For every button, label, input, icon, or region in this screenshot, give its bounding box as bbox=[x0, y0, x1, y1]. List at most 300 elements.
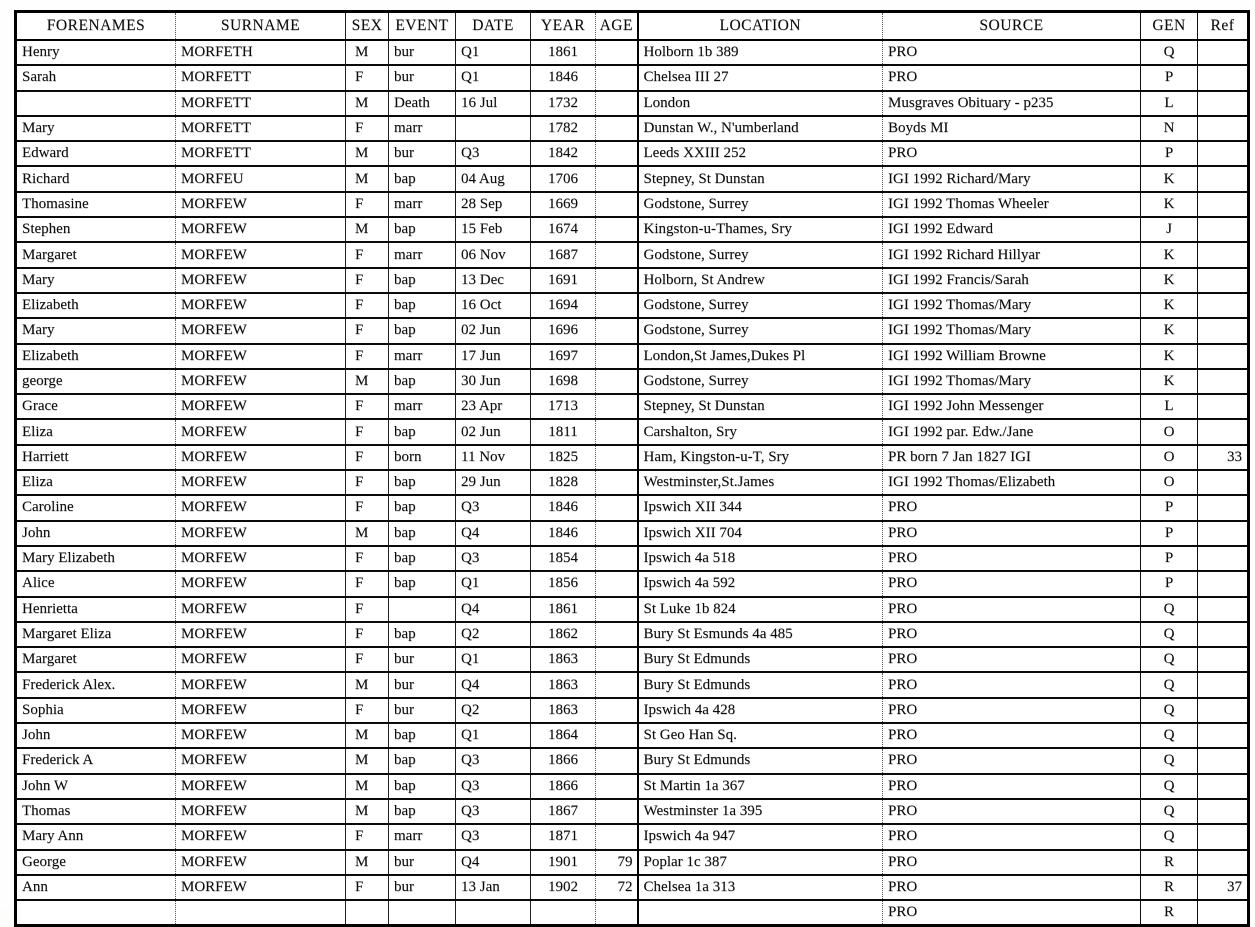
cell-location bbox=[638, 900, 883, 926]
cell-sex: M bbox=[346, 40, 389, 65]
cell-year: 1811 bbox=[531, 419, 596, 444]
cell-year: 1846 bbox=[531, 521, 596, 546]
cell-gen: Q bbox=[1141, 622, 1198, 647]
cell-source: PRO bbox=[883, 571, 1141, 596]
cell-age bbox=[596, 748, 638, 773]
cell-date: Q3 bbox=[456, 774, 531, 799]
cell-surname: MORFETT bbox=[176, 91, 346, 116]
cell-event: marr bbox=[389, 344, 456, 369]
cell-location: Ipswich XII 344 bbox=[638, 495, 883, 520]
header-date: DATE bbox=[456, 12, 531, 41]
cell-forenames: Henry bbox=[16, 40, 176, 65]
cell-gen: K bbox=[1141, 369, 1198, 394]
cell-event: bur bbox=[389, 672, 456, 697]
cell-source: PRO bbox=[883, 597, 1141, 622]
cell-surname: MORFEW bbox=[176, 546, 346, 571]
cell-surname: MORFEW bbox=[176, 521, 346, 546]
cell-location: Stepney, St Dunstan bbox=[638, 394, 883, 419]
cell-event: bap bbox=[389, 369, 456, 394]
cell-age bbox=[596, 824, 638, 849]
cell-forenames: George bbox=[16, 850, 176, 875]
table-row bbox=[16, 521, 1249, 546]
cell-forenames: Eliza bbox=[16, 470, 176, 495]
cell-sex: M bbox=[346, 850, 389, 875]
cell-location: Ipswich XII 704 bbox=[638, 521, 883, 546]
cell-location: Ipswich 4a 518 bbox=[638, 546, 883, 571]
table-row bbox=[16, 900, 1249, 926]
cell-source: Boyds MI bbox=[883, 116, 1141, 141]
cell-surname: MORFEW bbox=[176, 597, 346, 622]
cell-ref bbox=[1198, 597, 1249, 622]
cell-date: Q3 bbox=[456, 748, 531, 773]
cell-ref bbox=[1198, 850, 1249, 875]
cell-age bbox=[596, 521, 638, 546]
cell-surname: MORFEW bbox=[176, 318, 346, 343]
cell-ref: 33 bbox=[1198, 445, 1249, 470]
cell-sex: M bbox=[346, 748, 389, 773]
cell-date: 04 Aug bbox=[456, 166, 531, 191]
cell-age bbox=[596, 65, 638, 90]
cell-gen: Q bbox=[1141, 799, 1198, 824]
cell-source: PRO bbox=[883, 521, 1141, 546]
cell-source: PRO bbox=[883, 875, 1141, 900]
cell-year: 1902 bbox=[531, 875, 596, 900]
cell-sex: F bbox=[346, 192, 389, 217]
cell-year: 1732 bbox=[531, 91, 596, 116]
cell-forenames: Harriett bbox=[16, 445, 176, 470]
cell-ref bbox=[1198, 344, 1249, 369]
cell-forenames: John W bbox=[16, 774, 176, 799]
cell-event: bap bbox=[389, 419, 456, 444]
cell-date: Q4 bbox=[456, 521, 531, 546]
cell-ref bbox=[1198, 192, 1249, 217]
header-forenames: FORENAMES bbox=[16, 12, 176, 41]
cell-surname: MORFEW bbox=[176, 344, 346, 369]
cell-forenames: Henrietta bbox=[16, 597, 176, 622]
cell-surname: MORFEW bbox=[176, 698, 346, 723]
cell-source: IGI 1992 Thomas Wheeler bbox=[883, 192, 1141, 217]
cell-forenames: Elizabeth bbox=[16, 344, 176, 369]
cell-year: 1846 bbox=[531, 65, 596, 90]
cell-date: Q3 bbox=[456, 495, 531, 520]
cell-source: PRO bbox=[883, 40, 1141, 65]
cell-event: bap bbox=[389, 166, 456, 191]
cell-ref bbox=[1198, 369, 1249, 394]
table-row bbox=[16, 622, 1249, 647]
cell-gen: Q bbox=[1141, 40, 1198, 65]
cell-event: bur bbox=[389, 698, 456, 723]
cell-year: 1854 bbox=[531, 546, 596, 571]
cell-location: Bury St Edmunds bbox=[638, 748, 883, 773]
cell-sex: F bbox=[346, 318, 389, 343]
cell-forenames: Thomasine bbox=[16, 192, 176, 217]
cell-surname: MORFEW bbox=[176, 419, 346, 444]
cell-forenames: Ann bbox=[16, 875, 176, 900]
cell-source: PRO bbox=[883, 723, 1141, 748]
cell-age bbox=[596, 344, 638, 369]
cell-date: Q1 bbox=[456, 571, 531, 596]
cell-event: bap bbox=[389, 495, 456, 520]
cell-source: PRO bbox=[883, 774, 1141, 799]
header-event: EVENT bbox=[389, 12, 456, 41]
cell-event: marr bbox=[389, 192, 456, 217]
cell-forenames: Margaret bbox=[16, 242, 176, 267]
cell-surname: MORFEW bbox=[176, 622, 346, 647]
cell-surname: MORFEW bbox=[176, 470, 346, 495]
cell-event: bap bbox=[389, 217, 456, 242]
cell-source: IGI 1992 Thomas/Mary bbox=[883, 318, 1141, 343]
cell-forenames: Sophia bbox=[16, 698, 176, 723]
table-body bbox=[16, 40, 1249, 926]
cell-forenames: Sarah bbox=[16, 65, 176, 90]
cell-date: Q4 bbox=[456, 597, 531, 622]
cell-source: PRO bbox=[883, 65, 1141, 90]
cell-age: 79 bbox=[596, 850, 638, 875]
cell-forenames: Margaret Eliza bbox=[16, 622, 176, 647]
cell-date: Q2 bbox=[456, 698, 531, 723]
cell-event: Death bbox=[389, 91, 456, 116]
cell-source: PRO bbox=[883, 748, 1141, 773]
header-year: YEAR bbox=[531, 12, 596, 41]
cell-source: PRO bbox=[883, 698, 1141, 723]
cell-location: Ipswich 4a 592 bbox=[638, 571, 883, 596]
cell-gen: P bbox=[1141, 495, 1198, 520]
cell-year: 1861 bbox=[531, 40, 596, 65]
cell-date: 23 Apr bbox=[456, 394, 531, 419]
table-row bbox=[16, 217, 1249, 242]
cell-ref bbox=[1198, 470, 1249, 495]
cell-event: bur bbox=[389, 875, 456, 900]
cell-surname: MORFEU bbox=[176, 166, 346, 191]
cell-age: 72 bbox=[596, 875, 638, 900]
cell-ref bbox=[1198, 419, 1249, 444]
cell-gen: O bbox=[1141, 445, 1198, 470]
cell-forenames: Edward bbox=[16, 141, 176, 166]
cell-sex: F bbox=[346, 394, 389, 419]
cell-location: Westminster 1a 395 bbox=[638, 799, 883, 824]
cell-forenames: Eliza bbox=[16, 419, 176, 444]
cell-sex: F bbox=[346, 116, 389, 141]
table-row bbox=[16, 571, 1249, 596]
cell-date: Q2 bbox=[456, 622, 531, 647]
cell-source: IGI 1992 Richard/Mary bbox=[883, 166, 1141, 191]
cell-year: 1694 bbox=[531, 293, 596, 318]
genealogy-records-table bbox=[14, 10, 1250, 927]
cell-sex: F bbox=[346, 470, 389, 495]
table-row bbox=[16, 850, 1249, 875]
cell-surname: MORFEW bbox=[176, 394, 346, 419]
table-row bbox=[16, 698, 1249, 723]
cell-forenames: Mary bbox=[16, 268, 176, 293]
table-row bbox=[16, 875, 1249, 900]
cell-ref bbox=[1198, 824, 1249, 849]
cell-forenames: Mary Ann bbox=[16, 824, 176, 849]
table-row bbox=[16, 597, 1249, 622]
cell-event: bap bbox=[389, 470, 456, 495]
cell-year: 1866 bbox=[531, 774, 596, 799]
cell-sex: F bbox=[346, 546, 389, 571]
cell-forenames: Stephen bbox=[16, 217, 176, 242]
cell-gen: R bbox=[1141, 875, 1198, 900]
cell-event: bap bbox=[389, 521, 456, 546]
cell-sex: M bbox=[346, 672, 389, 697]
cell-date: 16 Jul bbox=[456, 91, 531, 116]
cell-event: bap bbox=[389, 622, 456, 647]
cell-sex: F bbox=[346, 242, 389, 267]
cell-gen: P bbox=[1141, 521, 1198, 546]
cell-surname: MORFETT bbox=[176, 65, 346, 90]
cell-year: 1863 bbox=[531, 647, 596, 672]
cell-age bbox=[596, 647, 638, 672]
cell-location: Godstone, Surrey bbox=[638, 369, 883, 394]
cell-year: 1863 bbox=[531, 672, 596, 697]
cell-location: Ham, Kingston-u-T, Sry bbox=[638, 445, 883, 470]
cell-gen: K bbox=[1141, 192, 1198, 217]
cell-surname: MORFETT bbox=[176, 141, 346, 166]
cell-date: 02 Jun bbox=[456, 419, 531, 444]
cell-gen: Q bbox=[1141, 698, 1198, 723]
cell-year: 1871 bbox=[531, 824, 596, 849]
cell-age bbox=[596, 369, 638, 394]
cell-source: PRO bbox=[883, 622, 1141, 647]
cell-surname: MORFETH bbox=[176, 40, 346, 65]
table-row bbox=[16, 445, 1249, 470]
cell-gen: Q bbox=[1141, 723, 1198, 748]
cell-year: 1696 bbox=[531, 318, 596, 343]
cell-sex: F bbox=[346, 597, 389, 622]
cell-source: IGI 1992 Thomas/Elizabeth bbox=[883, 470, 1141, 495]
cell-location: Ipswich 4a 428 bbox=[638, 698, 883, 723]
cell-sex: F bbox=[346, 445, 389, 470]
cell-date: Q1 bbox=[456, 40, 531, 65]
cell-event: bap bbox=[389, 268, 456, 293]
table-row bbox=[16, 242, 1249, 267]
cell-location: St Geo Han Sq. bbox=[638, 723, 883, 748]
cell-sex bbox=[346, 900, 389, 926]
cell-age bbox=[596, 268, 638, 293]
cell-event: marr bbox=[389, 394, 456, 419]
cell-gen: O bbox=[1141, 470, 1198, 495]
cell-location: London,St James,Dukes Pl bbox=[638, 344, 883, 369]
cell-forenames: John bbox=[16, 521, 176, 546]
cell-date: Q4 bbox=[456, 850, 531, 875]
cell-year: 1687 bbox=[531, 242, 596, 267]
cell-location: Bury St Edmunds bbox=[638, 647, 883, 672]
cell-date: 28 Sep bbox=[456, 192, 531, 217]
cell-source: IGI 1992 Richard Hillyar bbox=[883, 242, 1141, 267]
cell-sex: M bbox=[346, 166, 389, 191]
cell-forenames: Mary Elizabeth bbox=[16, 546, 176, 571]
cell-ref bbox=[1198, 748, 1249, 773]
cell-location: St Luke 1b 824 bbox=[638, 597, 883, 622]
cell-surname: MORFEW bbox=[176, 875, 346, 900]
table-row bbox=[16, 824, 1249, 849]
cell-ref bbox=[1198, 293, 1249, 318]
cell-gen: Q bbox=[1141, 597, 1198, 622]
cell-ref bbox=[1198, 900, 1249, 926]
cell-event: bap bbox=[389, 774, 456, 799]
cell-location: Bury St Esmunds 4a 485 bbox=[638, 622, 883, 647]
cell-age bbox=[596, 900, 638, 926]
cell-source: IGI 1992 William Browne bbox=[883, 344, 1141, 369]
cell-date: Q4 bbox=[456, 672, 531, 697]
cell-year: 1782 bbox=[531, 116, 596, 141]
cell-sex: M bbox=[346, 141, 389, 166]
cell-surname: MORFEW bbox=[176, 799, 346, 824]
cell-location: Godstone, Surrey bbox=[638, 192, 883, 217]
header-location: LOCATION bbox=[638, 12, 883, 41]
cell-location: Dunstan W., N'umberland bbox=[638, 116, 883, 141]
cell-ref bbox=[1198, 166, 1249, 191]
cell-event: bur bbox=[389, 40, 456, 65]
table-row bbox=[16, 116, 1249, 141]
cell-gen: N bbox=[1141, 116, 1198, 141]
cell-gen: P bbox=[1141, 571, 1198, 596]
cell-age bbox=[596, 445, 638, 470]
cell-ref bbox=[1198, 40, 1249, 65]
cell-ref bbox=[1198, 774, 1249, 799]
table-row bbox=[16, 268, 1249, 293]
cell-date: Q1 bbox=[456, 723, 531, 748]
cell-sex: F bbox=[346, 268, 389, 293]
cell-date: 06 Nov bbox=[456, 242, 531, 267]
cell-age bbox=[596, 166, 638, 191]
table-row bbox=[16, 65, 1249, 90]
cell-location: Leeds XXIII 252 bbox=[638, 141, 883, 166]
cell-age bbox=[596, 217, 638, 242]
cell-surname: MORFEW bbox=[176, 445, 346, 470]
cell-surname: MORFEW bbox=[176, 369, 346, 394]
cell-source: IGI 1992 Francis/Sarah bbox=[883, 268, 1141, 293]
cell-forenames: george bbox=[16, 369, 176, 394]
cell-location: Godstone, Surrey bbox=[638, 318, 883, 343]
cell-source: IGI 1992 par. Edw./Jane bbox=[883, 419, 1141, 444]
cell-date: Q1 bbox=[456, 647, 531, 672]
cell-event: bur bbox=[389, 850, 456, 875]
cell-location: Bury St Edmunds bbox=[638, 672, 883, 697]
cell-year: 1698 bbox=[531, 369, 596, 394]
cell-date: 11 Nov bbox=[456, 445, 531, 470]
cell-gen: P bbox=[1141, 141, 1198, 166]
cell-source: IGI 1992 Thomas/Mary bbox=[883, 369, 1141, 394]
table-header bbox=[16, 12, 1249, 41]
cell-date: 13 Dec bbox=[456, 268, 531, 293]
header-sex: SEX bbox=[346, 12, 389, 41]
cell-ref bbox=[1198, 672, 1249, 697]
cell-event: marr bbox=[389, 242, 456, 267]
cell-age bbox=[596, 698, 638, 723]
cell-year: 1863 bbox=[531, 698, 596, 723]
header-row bbox=[16, 12, 1249, 41]
cell-location: Godstone, Surrey bbox=[638, 242, 883, 267]
cell-surname: MORFEW bbox=[176, 217, 346, 242]
cell-gen: Q bbox=[1141, 824, 1198, 849]
cell-gen: L bbox=[1141, 91, 1198, 116]
cell-year: 1864 bbox=[531, 723, 596, 748]
cell-source: PRO bbox=[883, 546, 1141, 571]
header-age: AGE bbox=[596, 12, 638, 41]
cell-sex: F bbox=[346, 571, 389, 596]
cell-gen: R bbox=[1141, 900, 1198, 926]
cell-age bbox=[596, 394, 638, 419]
table-row bbox=[16, 318, 1249, 343]
cell-surname: MORFEW bbox=[176, 293, 346, 318]
cell-sex: M bbox=[346, 521, 389, 546]
cell-forenames: Mary bbox=[16, 318, 176, 343]
cell-date: 15 Feb bbox=[456, 217, 531, 242]
cell-event: bap bbox=[389, 293, 456, 318]
cell-year: 1866 bbox=[531, 748, 596, 773]
cell-year: 1713 bbox=[531, 394, 596, 419]
cell-surname: MORFEW bbox=[176, 672, 346, 697]
cell-gen: K bbox=[1141, 268, 1198, 293]
cell-age bbox=[596, 672, 638, 697]
cell-ref bbox=[1198, 521, 1249, 546]
cell-year: 1828 bbox=[531, 470, 596, 495]
header-gen: GEN bbox=[1141, 12, 1198, 41]
cell-source: PRO bbox=[883, 850, 1141, 875]
cell-location: Ipswich 4a 947 bbox=[638, 824, 883, 849]
header-surname: SURNAME bbox=[176, 12, 346, 41]
cell-gen: K bbox=[1141, 166, 1198, 191]
cell-gen: P bbox=[1141, 546, 1198, 571]
cell-source: PRO bbox=[883, 824, 1141, 849]
cell-ref bbox=[1198, 91, 1249, 116]
cell-location: Westminster,St.James bbox=[638, 470, 883, 495]
cell-source: PRO bbox=[883, 495, 1141, 520]
cell-surname: MORFEW bbox=[176, 268, 346, 293]
table-row bbox=[16, 91, 1249, 116]
table-row bbox=[16, 141, 1249, 166]
cell-date: 30 Jun bbox=[456, 369, 531, 394]
cell-surname: MORFEW bbox=[176, 824, 346, 849]
cell-surname: MORFEW bbox=[176, 723, 346, 748]
cell-ref bbox=[1198, 65, 1249, 90]
cell-source: PRO bbox=[883, 799, 1141, 824]
cell-event bbox=[389, 597, 456, 622]
cell-location: Holborn 1b 389 bbox=[638, 40, 883, 65]
table-row bbox=[16, 495, 1249, 520]
cell-year: 1669 bbox=[531, 192, 596, 217]
cell-year: 1842 bbox=[531, 141, 596, 166]
table-row bbox=[16, 546, 1249, 571]
cell-location: Kingston-u-Thames, Sry bbox=[638, 217, 883, 242]
cell-gen: P bbox=[1141, 65, 1198, 90]
cell-event: bur bbox=[389, 141, 456, 166]
cell-sex: F bbox=[346, 647, 389, 672]
cell-date bbox=[456, 116, 531, 141]
cell-location: St Martin 1a 367 bbox=[638, 774, 883, 799]
table-row bbox=[16, 748, 1249, 773]
cell-sex: F bbox=[346, 495, 389, 520]
cell-age bbox=[596, 774, 638, 799]
cell-age bbox=[596, 495, 638, 520]
cell-gen: L bbox=[1141, 394, 1198, 419]
cell-sex: F bbox=[346, 419, 389, 444]
cell-sex: M bbox=[346, 723, 389, 748]
cell-surname: MORFEW bbox=[176, 850, 346, 875]
cell-year: 1846 bbox=[531, 495, 596, 520]
cell-year: 1856 bbox=[531, 571, 596, 596]
cell-forenames: Frederick A bbox=[16, 748, 176, 773]
table-row bbox=[16, 799, 1249, 824]
cell-ref bbox=[1198, 318, 1249, 343]
cell-age bbox=[596, 799, 638, 824]
cell-ref bbox=[1198, 242, 1249, 267]
cell-year: 1674 bbox=[531, 217, 596, 242]
cell-gen: Q bbox=[1141, 748, 1198, 773]
cell-event: bap bbox=[389, 546, 456, 571]
